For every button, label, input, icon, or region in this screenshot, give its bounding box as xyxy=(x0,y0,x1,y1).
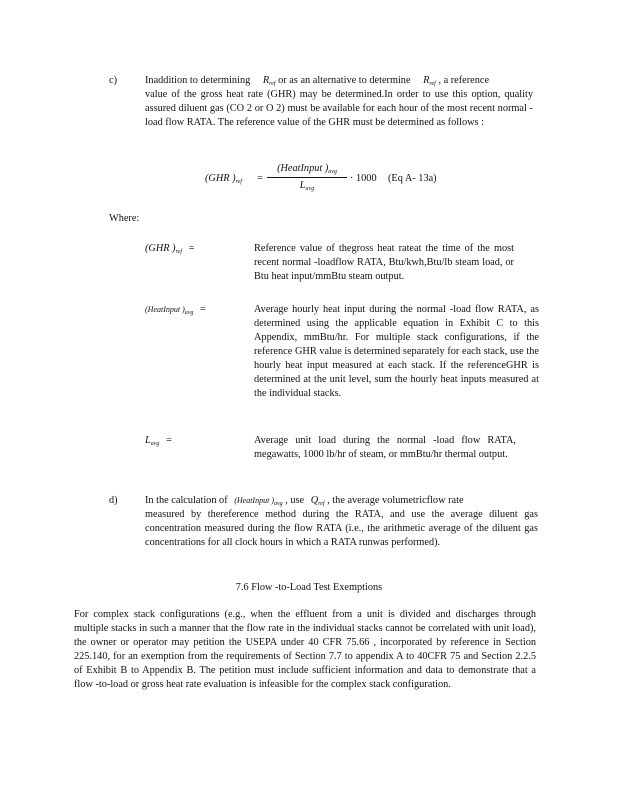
ghr-ref-symbol: (GHR )$_{ref}$ xyxy=(145,243,183,255)
heatinput-avg-symbol: (HeatInput )$_{avg}$ xyxy=(145,305,194,316)
r-ref-symbol: $R_{ref}$ xyxy=(262,75,276,87)
definition-lavg-text: Average unit load during the normal -load flow RATA, megawatts, 1000 lb/hr of steam, or mmBtu/hr thermal output. xyxy=(254,435,516,460)
item-d-body: measured by thereference method during the RATA, and use the average diluent gas concentration measured during the flow RATA (i.e., the arithmetic average of the diluent gas concentrations for all clock hours in which a RATA runwas performed). xyxy=(145,509,538,548)
equation-lhs: (GHR )$_{ref}$ xyxy=(205,173,243,185)
item-c-text-b: or as an alternative to determine xyxy=(278,75,411,86)
item-c-label: c) xyxy=(109,75,117,86)
definition-heatinput-symbol: (HeatInput )$_{avg}$ = xyxy=(145,304,206,316)
l-avg-symbol: $L_{avg}$ xyxy=(145,435,160,447)
item-c-body: value of the gross heat rate (GHR) may be determined.In order to use this option, quality assured diluent gas (CO 2 or O 2) must be available for each hour of the most recent normal -load flow RATA. The reference value of the GHR must be determined as follows : xyxy=(145,89,533,128)
definition-lavg-symbol: $L_{avg}$ = xyxy=(145,435,172,447)
item-d-label: d) xyxy=(109,495,118,506)
equation-fraction xyxy=(267,162,347,193)
item-d-text-c: , the average volumetricflow rate xyxy=(327,495,464,506)
equation-a13a xyxy=(205,162,465,202)
equation-multiplier: · 1000 xyxy=(350,173,377,184)
definition-ghr-symbol: (GHR )$_{ref}$ = xyxy=(145,243,195,255)
equation-numerator: (HeatInput )$_{avg}$ xyxy=(267,162,347,178)
item-d-text-b: , use xyxy=(285,495,305,506)
definition-heatinput-text: Average hourly heat input during the normal -load flow RATA, as determined using the applicable equation in Exhibit C to this Appendix, mmBtu/hr. For multiple stack configurations, if the reference GHR value is determined separately for each stack, use the hourly heat input measured at each stack. If the referenceGHR is determined at the unit level, sum the hourly heat inputs measured at the individual stacks. xyxy=(254,304,539,399)
equation-label: (Eq A- 13a) xyxy=(388,173,437,184)
closing-paragraph: For complex stack configurations (e.g., when the effluent from a unit is divided and discharges through multiple stacks in such a manner that the flow rate in the individual stacks cannot be correlated with unit load), the owner or operator may petition the USEPA under 40 CFR 75.66 , incorporated by reference in Section 225.140, for an exemption from the requirements of Section 7.7 to appendix A to 40CFR 75 and Section 2.2.5 of Exhibit B to Appendix B. The petition must include sufficient information and data to demonstrate that a flow -to-load or gross heat rate evaluation is infeasible for the complex stack configuration. xyxy=(74,609,536,690)
equation-equals: = xyxy=(257,173,263,184)
item-d-text-a: In the calculation of xyxy=(145,495,228,506)
item-d-first-line xyxy=(145,494,540,508)
section-heading: 7.6 Flow -to-Load Test Exemptions xyxy=(235,582,383,593)
item-c-first-line xyxy=(145,74,535,88)
item-c-text-c: , a reference xyxy=(438,75,490,86)
item-c-text-a: Inaddition to determining xyxy=(145,75,251,86)
q-ref-symbol: $Q_{ref}$ xyxy=(310,495,325,507)
equation-denominator: $L_{avg}$ xyxy=(299,180,315,192)
heatinput-avg-inline: (HeatInput )$_{avg}$ xyxy=(234,496,283,507)
where-label: Where: xyxy=(109,213,140,224)
r-ref-symbol-2: $R_{ref}$ xyxy=(423,75,436,87)
definition-ghr-text: Reference value of thegross heat rateat the time of the most recent normal -loadflow RATA, Btu/kwh,Btu/lb steam load, or Btu heat input/mmBtu steam output. xyxy=(254,243,514,282)
